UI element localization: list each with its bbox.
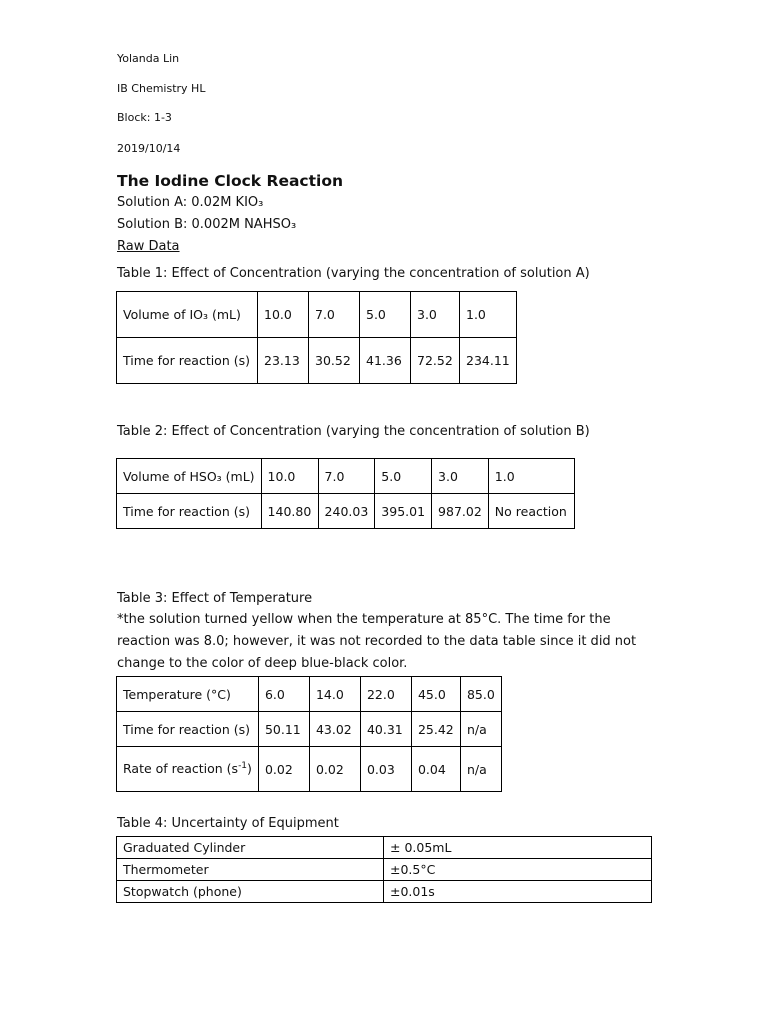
table1-row1-label: Volume of IO₃ (mL)	[117, 292, 258, 338]
table3-row1-label: Temperature (°C)	[117, 677, 259, 712]
table4	[116, 836, 652, 903]
table-cell: 30.52	[309, 338, 360, 384]
table-cell: 5.0	[360, 292, 411, 338]
table-row	[117, 459, 575, 494]
table-cell: 140.80	[261, 494, 318, 529]
table-cell: 50.11	[258, 712, 309, 747]
report-date: 2019/10/14	[117, 142, 181, 155]
table-row	[117, 881, 652, 903]
table2-row1-label: Volume of HSO₃ (mL)	[117, 459, 262, 494]
table3-note: *the solution turned yellow when the temperature at 85°C. The time for the reaction was 8.0; however, it was not recorded to the data table since it did not change to the color of deep blue-black color.	[117, 612, 637, 671]
table-cell: n/a	[460, 747, 501, 792]
table-row	[117, 338, 517, 384]
table3-caption: Table 3: Effect of Temperature	[117, 591, 313, 606]
block-label: Block: 1-3	[117, 111, 172, 124]
equipment-uncertainty: ± 0.05mL	[384, 837, 652, 859]
solution-b-text: Solution B: 0.002M NAHSO₃	[117, 217, 297, 232]
table-row	[117, 837, 652, 859]
table-cell: 0.04	[411, 747, 460, 792]
rate-label-suffix: )	[247, 761, 252, 777]
equipment-name: Thermometer	[117, 859, 384, 881]
equipment-name: Graduated Cylinder	[117, 837, 384, 859]
table-row	[117, 494, 575, 529]
equipment-name: Stopwatch (phone)	[117, 881, 384, 903]
table3-row2-label: Time for reaction (s)	[117, 712, 259, 747]
student-name: Yolanda Lin	[117, 52, 180, 65]
table-cell: 1.0	[488, 459, 574, 494]
table-cell: 0.02	[309, 747, 360, 792]
table-cell: 7.0	[318, 459, 375, 494]
table-cell: 395.01	[375, 494, 432, 529]
table2-caption: Table 2: Effect of Concentration (varying the concentration of solution B)	[117, 424, 590, 439]
table-cell: 3.0	[411, 292, 460, 338]
equipment-uncertainty: ±0.01s	[384, 881, 652, 903]
table-cell: 10.0	[258, 292, 309, 338]
table-row	[117, 292, 517, 338]
table-cell: 5.0	[375, 459, 432, 494]
table-cell: 41.36	[360, 338, 411, 384]
table1-caption: Table 1: Effect of Concentration (varying the concentration of solution A)	[117, 266, 590, 281]
table-row	[117, 712, 502, 747]
table-cell: 234.11	[460, 338, 517, 384]
table1	[116, 291, 517, 384]
table1-row2-label: Time for reaction (s)	[117, 338, 258, 384]
table-cell: 7.0	[309, 292, 360, 338]
document-title: The Iodine Clock Reaction	[117, 172, 344, 190]
equipment-uncertainty: ±0.5°C	[384, 859, 652, 881]
table-cell: 6.0	[258, 677, 309, 712]
table4-caption: Table 4: Uncertainty of Equipment	[117, 816, 339, 831]
table-cell: 45.0	[411, 677, 460, 712]
table3	[116, 676, 502, 792]
table-cell: No reaction	[488, 494, 574, 529]
table-cell: 14.0	[309, 677, 360, 712]
course-name: IB Chemistry HL	[117, 82, 206, 95]
table-cell: 25.42	[411, 712, 460, 747]
table-cell: 3.0	[432, 459, 489, 494]
table-row	[117, 747, 502, 792]
table-cell: 23.13	[258, 338, 309, 384]
table-cell: 0.03	[360, 747, 411, 792]
rate-label-superscript: -1	[238, 761, 248, 772]
table-cell: 22.0	[360, 677, 411, 712]
table-cell: 10.0	[261, 459, 318, 494]
table-row	[117, 677, 502, 712]
table2-row2-label: Time for reaction (s)	[117, 494, 262, 529]
rate-label-prefix: Rate of reaction (s	[123, 761, 239, 777]
table-cell: 40.31	[360, 712, 411, 747]
table2	[116, 458, 575, 529]
table-cell: 240.03	[318, 494, 375, 529]
table-cell: 1.0	[460, 292, 517, 338]
table-cell: 987.02	[432, 494, 489, 529]
table-row	[117, 859, 652, 881]
table-cell: 85.0	[460, 677, 501, 712]
table-cell: 0.02	[258, 747, 309, 792]
table-cell: 43.02	[309, 712, 360, 747]
solution-a-text: Solution A: 0.02M KIO₃	[117, 195, 264, 210]
table3-row3-label	[117, 747, 259, 792]
table-cell: n/a	[460, 712, 501, 747]
table-cell: 72.52	[411, 338, 460, 384]
raw-data-heading: Raw Data	[117, 239, 180, 254]
